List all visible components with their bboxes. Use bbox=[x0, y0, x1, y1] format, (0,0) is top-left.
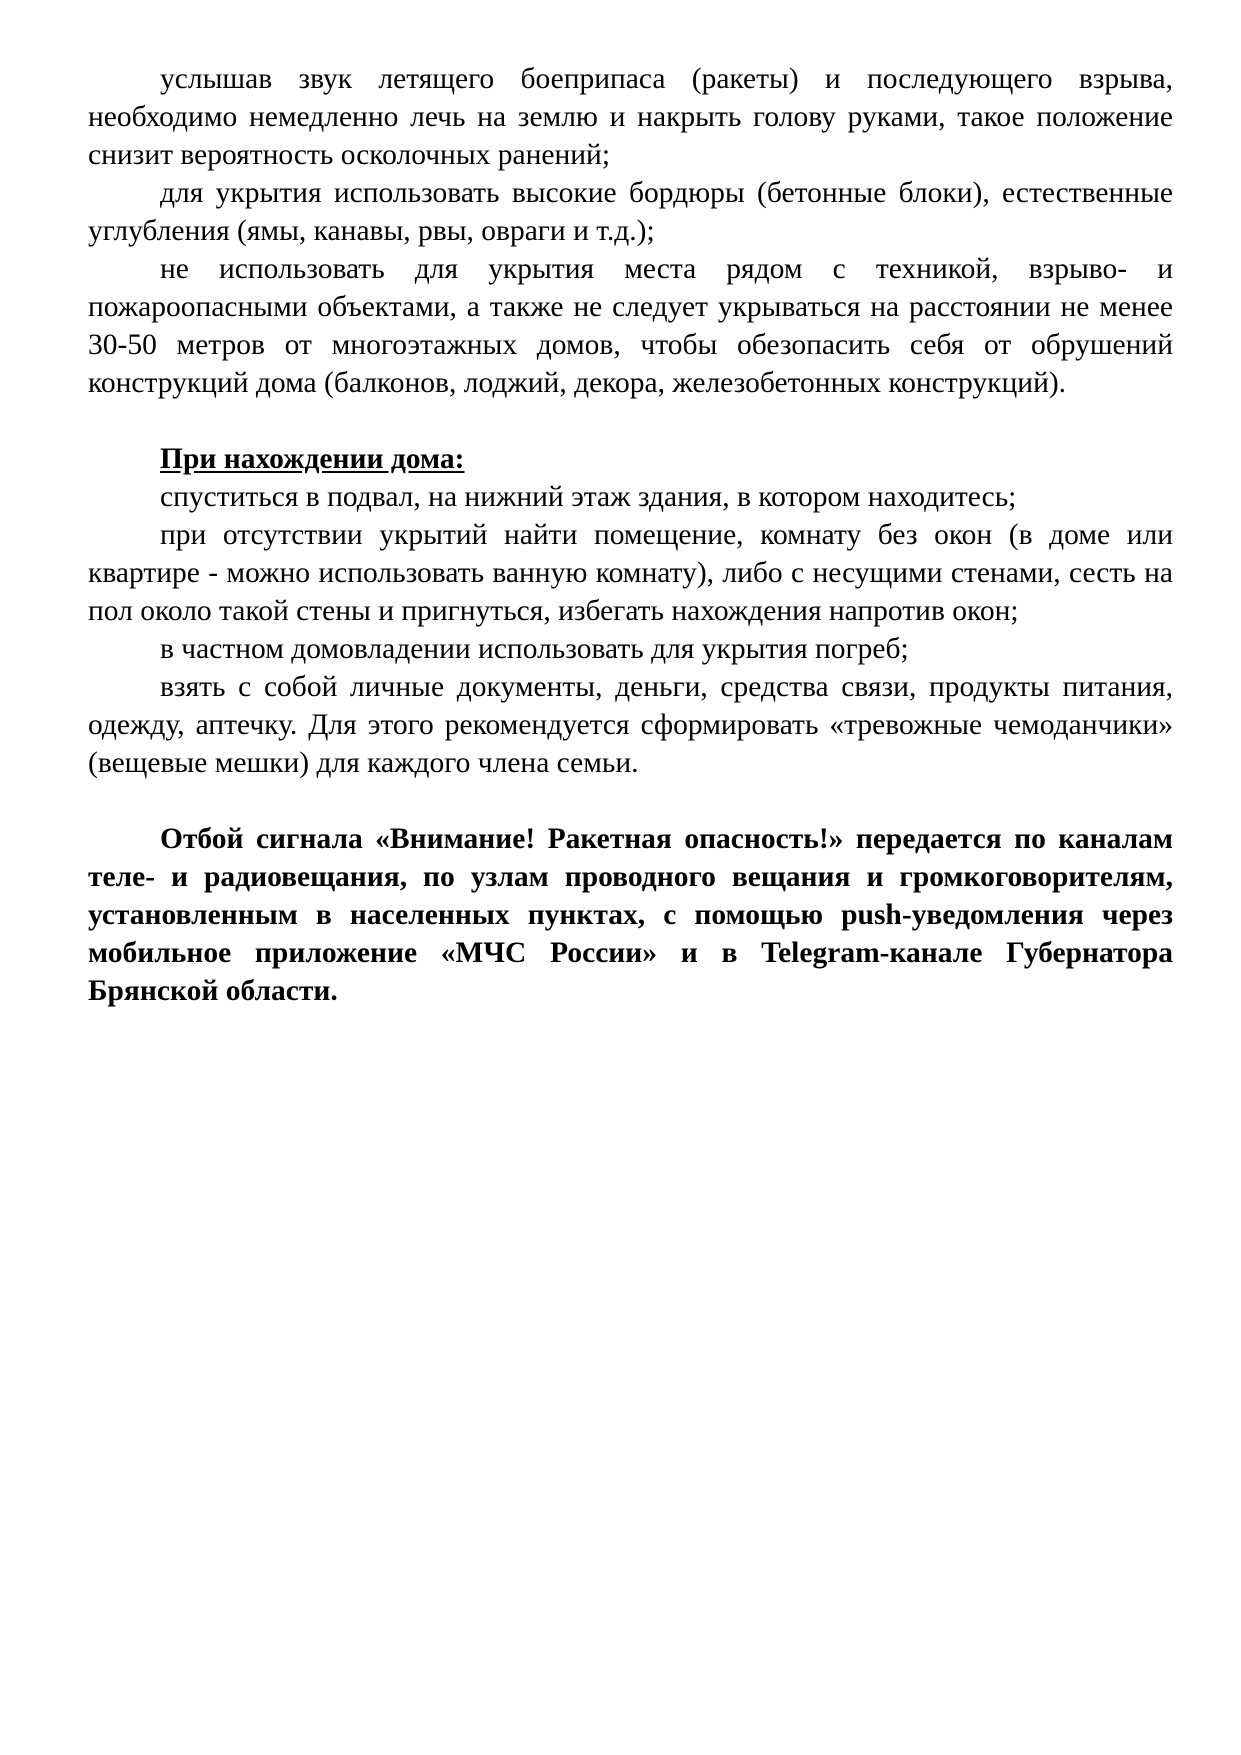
paragraph-private-house-cellar: в частном домовладении использовать для укрытия погреб; bbox=[160, 633, 909, 665]
paragraph-go-to-basement: спуститься в подвал, на нижний этаж здания, в котором находитесь; bbox=[160, 481, 1017, 513]
paragraph-shelter-options: для укрытия использовать высокие бордюры (бетонные блоки), естественные углубления (ямы, канавы, рвы, овраги и т.д.); bbox=[88, 177, 1173, 247]
document-page bbox=[88, 60, 1173, 1010]
paragraph-room-without-windows: при отсутствии укрытий найти помещение, комнату без окон (в доме или квартире - можно использовать ванную комнату), либо с несущими стенами, сесть на пол около такой стены и пригнуться, избегать нахождения напротив окон; bbox=[88, 519, 1173, 627]
paragraph-explosion-response: услышав звук летящего боеприпаса (ракеты) и последующего взрыва, необходимо немедленно лечь на землю и накрыть голову руками, такое положение снизит вероятность осколочных ранений; bbox=[88, 63, 1173, 171]
paragraph-signal-cancel-notice: Отбой сигнала «Внимание! Ракетная опасность!» передается по каналам теле- и радиовещания, по узлам проводного вещания и громкоговорителям, установленным в населенных пунктах, с помощью push-уведомления через мобильное приложение «МЧС России» и в Telegram-канале Губернатора Брянской области. bbox=[88, 823, 1173, 1007]
section-heading-at-home: При нахождении дома: bbox=[160, 443, 465, 475]
paragraph-shelter-restrictions: не использовать для укрытия места рядом с техникой, взрыво- и пожароопасными объектами, а также не следует укрываться на расстоянии не менее 30-50 метров от многоэтажных домов, чтобы обезопасить себя от обрушений конструкций дома (балконов, лоджий, декора, железобетонных конструкций). bbox=[88, 253, 1173, 399]
paragraph-take-documents: взять с собой личные документы, деньги, средства связи, продукты питания, одежду, аптечку. Для этого рекомендуется сформировать «тревожные чемоданчики» (вещевые мешки) для каждого члена семьи. bbox=[88, 671, 1173, 779]
